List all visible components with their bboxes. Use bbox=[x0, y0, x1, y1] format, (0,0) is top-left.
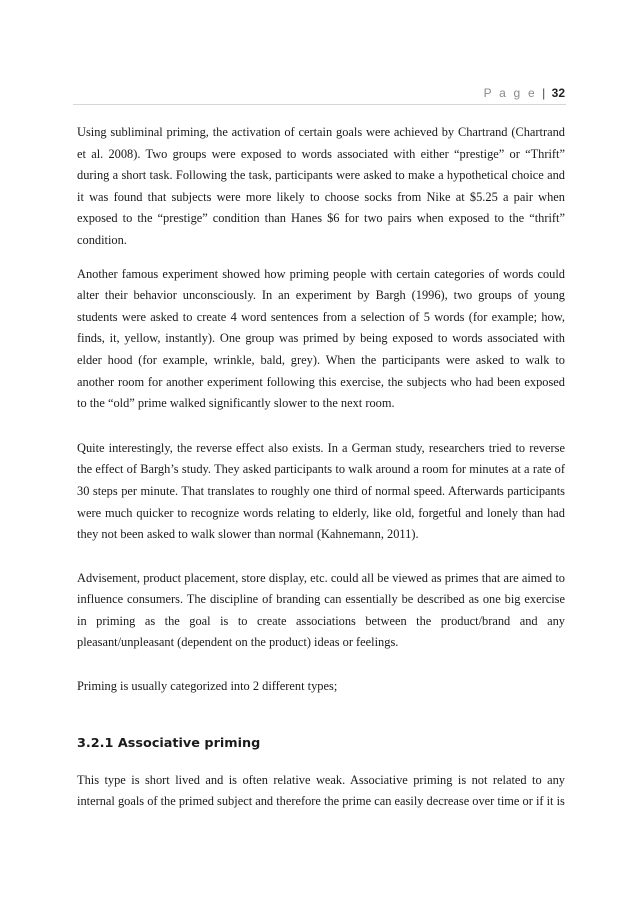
header-divider bbox=[73, 104, 566, 105]
paragraph-chartrand-study: Using subliminal priming, the activation of certain goals were achieved by Chartrand (Chartrand et al. 2008). Two groups were exposed to words associated with either “prestige” or “Thrift” during a short task. Following the task, participants were asked to make a hypothetical choice and it was found that subjects were more likely to choose socks from Nike at $5.25 a pair when exposed to the “prestige” condition than Hanes $6 for two pairs when exposed to the “thrift” condition. bbox=[77, 125, 565, 247]
paragraph-advertisement: Advisement, product placement, store display, etc. could all be viewed as primes that are aimed to influence consumers. The discipline of branding can essentially be described as one big exercise in priming as the goal is to create associations between the product/brand and any pleasant/unpleasant (dependent on the product) ideas or feelings. bbox=[77, 570, 565, 650]
paragraph-reverse-effect: Quite interestingly, the reverse effect also exists. In a German study, researchers tried to reverse the effect of Bargh’s study. They asked participants to walk around a room for minutes at a rate of 30 steps per minute. That translates to roughly one third of normal speed. Afterwards participants were much quicker to recognize words relating to elderly, like old, forgetful and lonely than had they not been asked to walk slower than normal (Kahnemann, 2011). bbox=[77, 440, 565, 542]
body-text bbox=[77, 122, 565, 813]
header-separator: | bbox=[542, 86, 546, 100]
paragraph-bargh-experiment: Another famous experiment showed how priming people with certain categories of words could alter their behavior unconsciously. In an experiment by Bargh (1996), two groups of young students were asked to create 4 word sentences from a selection of 5 words (for example; how, finds, it, yellow, instantly). One group was primed by being exposed to words associated with elder hood (for example, wrinkle, bald, grey). When the participants were asked to walk to another room for another experiment following this exercise, the subjects who had been exposed to the “old” prime walked significantly slower to the next room. bbox=[77, 266, 565, 411]
paragraph-associative-priming: This type is short lived and is often relative weak. Associative priming is not related to any internal goals of the primed subject and therefore the prime can easily decrease over time or if it is bbox=[77, 772, 565, 809]
paragraph-priming-types: Priming is usually categorized into 2 different types; bbox=[77, 679, 338, 694]
page-header bbox=[484, 86, 565, 100]
page-label: P a g e bbox=[483, 86, 537, 100]
section-heading: 3.2.1 Associative priming bbox=[77, 735, 261, 751]
page-number: 32 bbox=[551, 86, 565, 100]
